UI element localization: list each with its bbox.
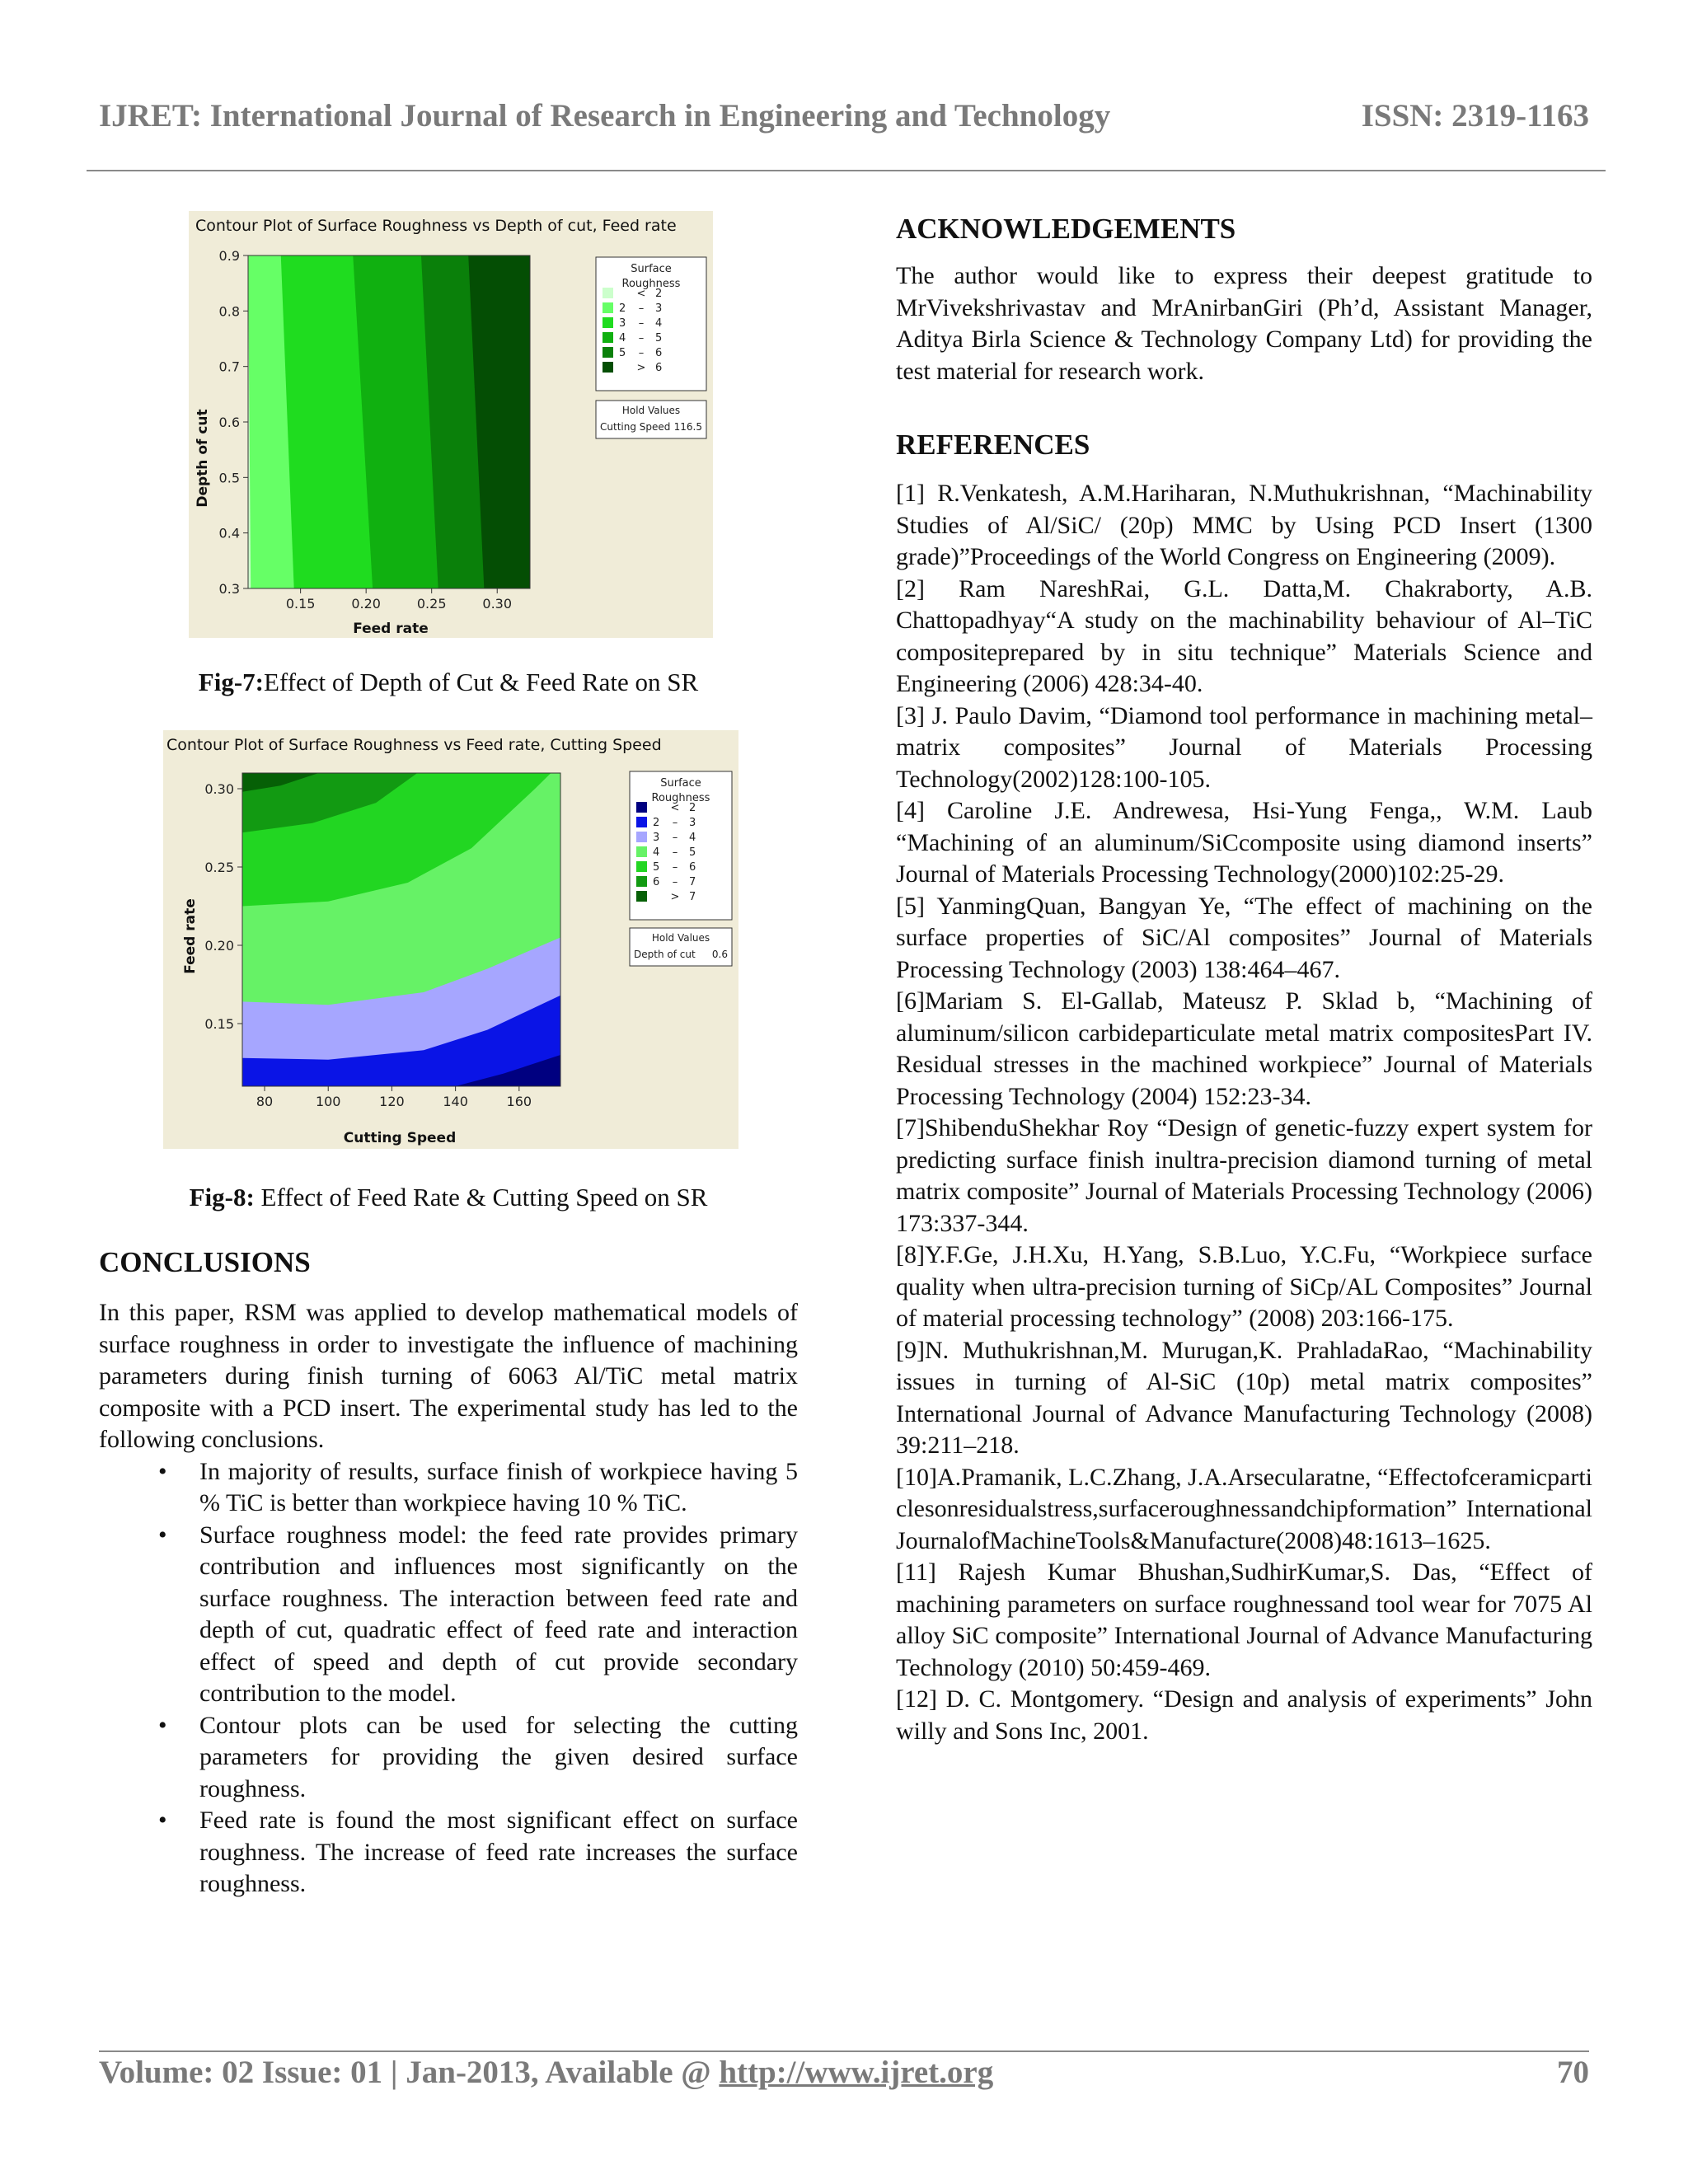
page-header bbox=[99, 97, 1589, 134]
fig8-legend-hi: 5 bbox=[689, 846, 696, 859]
reference-item: [7]ShibenduShekhar Roy “Design of genetic-fuzzy expert system for predicting surface finish inultra-precision diamond turning of metal matrix composite” Journal of Materials Processing Technology (2006) 173:337-344. bbox=[896, 1114, 1592, 1237]
fig7-legend-hi: 3 bbox=[655, 302, 663, 315]
fig8-xtick-label: 80 bbox=[256, 1094, 274, 1109]
fig8-ytick-label: 0.15 bbox=[204, 1016, 234, 1032]
fig7-xtick-label: 0.25 bbox=[416, 596, 447, 612]
fig8-caption-text: Effect of Feed Rate & Cutting Speed on SR bbox=[254, 1183, 708, 1212]
fig7-legend-hi: 4 bbox=[655, 317, 663, 330]
header-divider bbox=[87, 170, 1606, 171]
fig7-caption-text: Effect of Depth of Cut & Feed Rate on SR bbox=[264, 668, 699, 696]
fig7-ytick-label: 0.7 bbox=[218, 359, 240, 375]
fig8-hold-title: Hold Values bbox=[651, 932, 710, 944]
fig7-xlabel: Feed rate bbox=[353, 621, 429, 637]
fig7-legend-title: Surface bbox=[631, 263, 672, 275]
conclusions-intro: In this paper, RSM was applied to develop mathematical models of surface roughness in order to investigate the influence of machining parameters during finish turning of 6063 Al/TiC metal matrix composite with a PCD insert. The experimental study has led to the following conclusions. bbox=[99, 1299, 798, 1453]
page-footer bbox=[99, 2054, 1589, 2091]
fig7-legend-dash: < bbox=[636, 288, 646, 300]
fig7-ytick-label: 0.5 bbox=[218, 470, 240, 486]
reference-item: [10]A.Pramanik, L.C.Zhang, J.A.Arsecularatne, “Effectofceramicparticlesonresidualstress,surfaceroughnessandchipformation” International JournalofMachineTools&Manufacture(2008)48:1613–1625. bbox=[896, 1463, 1592, 1554]
reference-item: [1] R.Venkatesh, A.M.Hariharan, N.Muthukrishnan, “Machinability Studies of Al/SiC/ (20p) MMC by Using PCD Insert (1300 grade)”Proceedings of the World Congress on Engineering (2009). bbox=[896, 480, 1592, 570]
fig8-legend-dash: – bbox=[672, 861, 678, 874]
fig8-xtick-label: 160 bbox=[506, 1094, 532, 1109]
fig7-legend-hi: 6 bbox=[655, 362, 663, 374]
reference-item: [4] Caroline J.E. Andrewesa, Hsi-Yung Fenga,, W.M. Laub “Machining of an aluminum/SiCcomposite using diamond inserts” Journal of Materials Processing Technology(2000)102:25-29. bbox=[896, 797, 1592, 888]
fig8-legend-dash: – bbox=[672, 817, 678, 829]
fig8-legend-swatch bbox=[636, 891, 647, 902]
fig8-hold-label: Depth of cut bbox=[634, 949, 696, 960]
reference-item: [12] D. C. Montgomery. “Design and analysis of experiments” John willy and Sons Inc, 2001. bbox=[896, 1685, 1592, 1745]
fig8-legend-swatch bbox=[636, 832, 647, 842]
fig7-xtick-label: 0.30 bbox=[482, 596, 513, 612]
fig7-legend bbox=[596, 257, 706, 438]
fig7-legend-hi: 6 bbox=[655, 347, 663, 359]
fig8-legend-swatch bbox=[636, 861, 647, 872]
fig7-legend-dash: – bbox=[638, 302, 645, 315]
fig7-legend-hi: 5 bbox=[655, 332, 663, 344]
fig7-caption-label: Fig-7: bbox=[198, 668, 264, 696]
fig8-legend-hi: 7 bbox=[689, 891, 696, 903]
list-item: • Contour plots can be used for selecting the cutting parameters for providing the given desired surface roughness. bbox=[158, 1711, 798, 1802]
fig8-title: Contour Plot of Surface Roughness vs Feed rate, Cutting Speed bbox=[166, 736, 662, 754]
fig7-legend-swatch bbox=[603, 362, 613, 373]
fig7-legend-swatch bbox=[603, 288, 613, 298]
fig7-legend-swatch bbox=[603, 317, 613, 328]
reference-item: [6]Mariam S. El-Gallab, Mateusz P. Sklad b, “Machining of aluminum/silicon carbideparticulate metal matrix compositesPart IV. Residual stresses in the machined workpiece” Journal of Materials Processing Technology (2004) 152:23-34. bbox=[896, 987, 1592, 1110]
fig8-legend-dash: < bbox=[670, 802, 680, 814]
fig8-legend-title: Roughness bbox=[651, 792, 710, 804]
fig7-plot-area bbox=[248, 255, 530, 588]
fig7-ylabel: Depth of cut bbox=[195, 409, 211, 508]
conclusions-list bbox=[99, 1456, 798, 1900]
fig8-legend-lo: 5 bbox=[653, 861, 660, 874]
list-item: • In majority of results, surface finish of workpiece having 5 % TiC is better than workpiece having 10 % TiC. bbox=[158, 1457, 798, 1516]
fig8-ytick-label: 0.30 bbox=[204, 781, 234, 797]
fig7-hold-value: 116.5 bbox=[673, 421, 702, 433]
footer-volume: Volume: 02 Issue: 01 | Jan-2013, Available @ http://www.ijret.org bbox=[99, 2055, 994, 2090]
conclusions-section bbox=[99, 1246, 798, 1900]
journal-link[interactable]: http://www.ijret.org bbox=[719, 2055, 994, 2090]
fig7-svg bbox=[189, 211, 713, 638]
fig8-legend-swatch bbox=[636, 876, 647, 887]
fig7-title: Contour Plot of Surface Roughness vs Depth of cut, Feed rate bbox=[195, 217, 677, 235]
fig8-legend-hi: 2 bbox=[689, 802, 696, 814]
fig8-caption bbox=[99, 1183, 798, 1212]
fig8-legend-hi: 6 bbox=[689, 861, 696, 874]
fig7-legend-title: Roughness bbox=[621, 278, 681, 290]
fig7-legend-dash: – bbox=[638, 317, 645, 330]
fig8-legend-dash: – bbox=[672, 846, 678, 859]
fig7-xtick-label: 0.15 bbox=[285, 596, 316, 612]
fig7-chart bbox=[189, 211, 713, 638]
fig7-legend-swatch bbox=[603, 302, 613, 313]
right-column bbox=[896, 213, 1592, 1747]
journal-title: IJRET: International Journal of Research in Engineering and Technology bbox=[99, 98, 1111, 134]
fig8-legend-lo: 4 bbox=[653, 846, 660, 859]
fig8-xlabel: Cutting Speed bbox=[343, 1130, 457, 1146]
fig7-legend-swatch bbox=[603, 347, 613, 358]
reference-item: [5] YanmingQuan, Bangyan Ye, “The effect of machining on the surface properties of SiC/Al composites” Journal of Materials Processing Technology (2003) 138:464–467. bbox=[896, 892, 1592, 983]
fig8-caption-label: Fig-8: bbox=[189, 1183, 255, 1212]
fig8-svg bbox=[163, 730, 738, 1149]
fig8-legend-hi: 3 bbox=[689, 817, 696, 829]
fig7-legend-dash: – bbox=[638, 332, 645, 344]
reference-item: [3] J. Paulo Davim, “Diamond tool performance in machining metal–matrix composites” Journal of Materials Processing Technology(2002)128:100-105. bbox=[896, 701, 1592, 793]
fig8-legend-swatch bbox=[636, 802, 647, 813]
fig8-legend-dash: > bbox=[670, 891, 680, 903]
references-list bbox=[896, 478, 1592, 1747]
fig7-xtick-label: 0.20 bbox=[351, 596, 381, 612]
fig7-legend-lo: 2 bbox=[619, 302, 626, 315]
fig8-legend-dash: – bbox=[672, 832, 678, 844]
fig8-legend-title: Surface bbox=[660, 777, 701, 790]
fig7-caption bbox=[99, 668, 798, 697]
fig7-legend-dash: – bbox=[638, 347, 645, 359]
fig7-legend-swatch bbox=[603, 332, 613, 343]
reference-item: [11] Rajesh Kumar Bhushan,SudhirKumar,S. Das, “Effect of machining parameters on surface roughnessand tool wear for 7075 Al alloy SiC composite” International Journal of Advance Manufacturing Technology (2010) 50:459-469. bbox=[896, 1558, 1592, 1681]
acknowledgements-text: The author would like to express their deepest gratitude to MrVivekshrivastav and MrAnirbanGiri (Ph’d, Assistant Manager, Aditya Birla Science & Technology Company Ltd) for providing the test material for research work. bbox=[896, 262, 1592, 385]
fig8-ylabel: Feed rate bbox=[182, 898, 199, 974]
fig8-legend-hi: 7 bbox=[689, 876, 696, 888]
list-item: • Surface roughness model: the feed rate provides primary contribution and influences most significantly on the surface roughness. The interaction between feed rate and depth of cut, quadratic effect of feed rate and interaction effect of speed and depth of cut provide secondary contribution to the model. bbox=[158, 1521, 798, 1707]
list-item: • Feed rate is found the most significant effect on surface roughness. The increase of feed rate increases the surface roughness. bbox=[158, 1807, 798, 1897]
references-heading: REFERENCES bbox=[896, 429, 1090, 461]
fig8-hold-value: 0.6 bbox=[711, 949, 728, 960]
fig8-xtick-label: 120 bbox=[379, 1094, 405, 1109]
fig8-legend-hi: 4 bbox=[689, 832, 696, 844]
fig7-legend-lo: 4 bbox=[619, 332, 626, 344]
conclusions-heading: CONCLUSIONS bbox=[99, 1246, 311, 1278]
fig8-legend-swatch bbox=[636, 846, 647, 857]
fig8-legend bbox=[630, 771, 732, 966]
fig7-hold-label: Cutting Speed bbox=[600, 421, 671, 433]
reference-item: [8]Y.F.Ge, J.H.Xu, H.Yang, S.B.Luo, Y.C.Fu, “Workpiece surface quality when ultra-precision turning of SiCp/AL Composites” Journal of material processing technology” (2008) 203:166-175. bbox=[896, 1241, 1592, 1332]
fig8-legend-dash: – bbox=[672, 876, 678, 888]
fig8-legend-lo: 2 bbox=[653, 817, 660, 829]
fig8-legend-swatch bbox=[636, 817, 647, 827]
fig8-ytick-label: 0.25 bbox=[204, 860, 234, 875]
issn: ISSN: 2319-1163 bbox=[1361, 98, 1589, 134]
acknowledgements-heading: ACKNOWLEDGEMENTS bbox=[896, 213, 1236, 245]
fig7-ytick-label: 0.3 bbox=[218, 581, 240, 597]
footer-divider bbox=[99, 2050, 1589, 2052]
fig8-xtick-label: 140 bbox=[443, 1094, 468, 1109]
fig7-ytick-label: 0.6 bbox=[218, 415, 240, 430]
reference-item: [2] Ram NareshRai, G.L. Datta,M. Chakraborty, A.B. Chattopadhyay“A study on the machinability behaviour of Al–TiC compositeprepared by in situ technique” Materials Science and Engineering (2006) 428:34-40. bbox=[896, 574, 1592, 697]
fig8-xtick-label: 100 bbox=[315, 1094, 341, 1109]
fig8-chart bbox=[163, 730, 738, 1149]
fig7-ytick-label: 0.9 bbox=[218, 248, 240, 264]
reference-item: [9]N. Muthukrishnan,M. Murugan,K. PrahladaRao, “Machinability issues in turning of Al-SiC (10p) metal matrix composites” International Journal of Advance Manufacturing Technology (2008) 39:211–218. bbox=[896, 1336, 1592, 1459]
fig7-legend-hi: 2 bbox=[655, 288, 663, 300]
fig7-legend-lo: 5 bbox=[619, 347, 626, 359]
fig7-legend-dash: > bbox=[636, 362, 646, 374]
fig8-legend-lo: 3 bbox=[653, 832, 660, 844]
fig7-hold-title: Hold Values bbox=[621, 405, 681, 416]
fig8-plot-area bbox=[242, 773, 560, 1086]
fig7-legend-lo: 3 bbox=[619, 317, 626, 330]
fig7-ytick-label: 0.4 bbox=[218, 525, 240, 541]
fig8-legend-lo: 6 bbox=[653, 876, 660, 888]
fig7-ytick-label: 0.8 bbox=[218, 303, 240, 320]
fig8-ytick-label: 0.20 bbox=[204, 938, 234, 954]
page-number: 70 bbox=[1557, 2055, 1589, 2090]
